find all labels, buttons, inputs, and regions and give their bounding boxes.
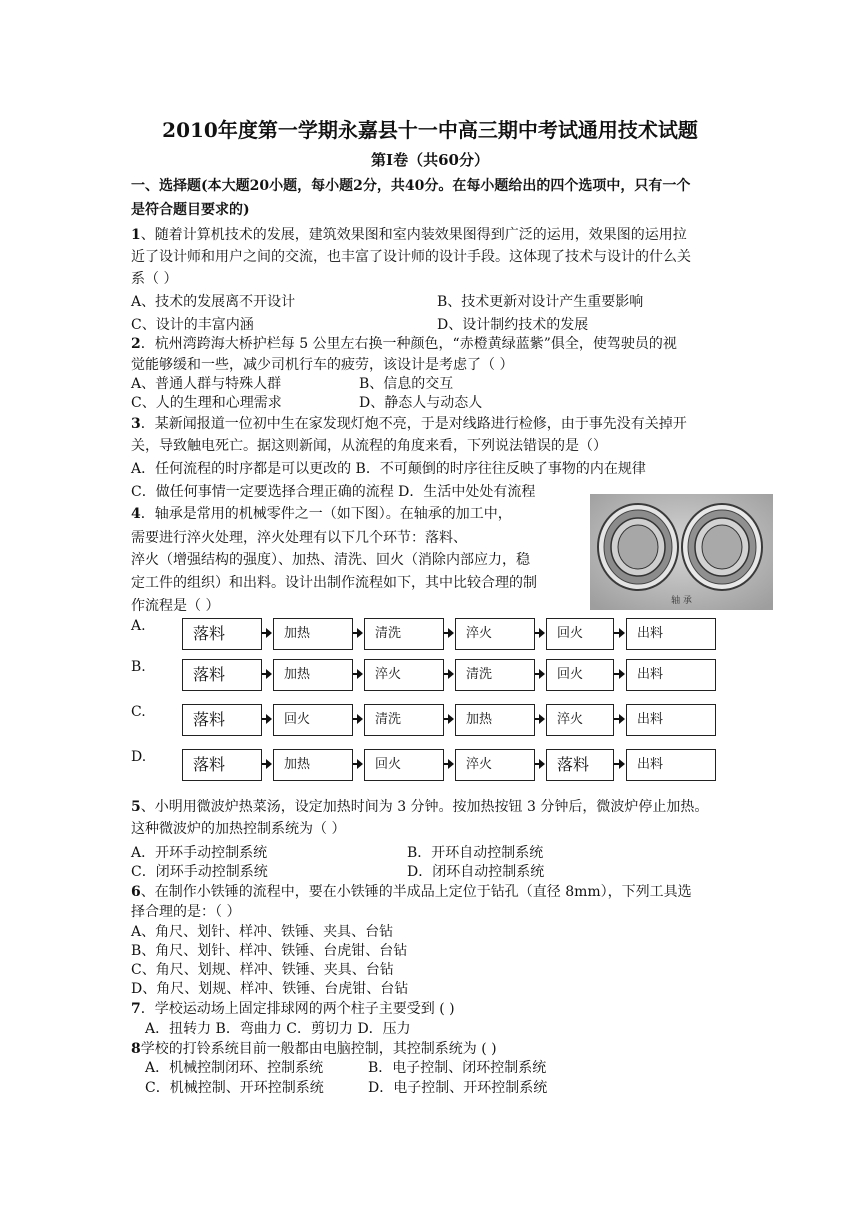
flow-step: 加热 [273,618,353,650]
flow-step: 清洗 [364,618,444,650]
flow-step: 落料 [182,659,262,691]
page-title: 2010年度第一学期永嘉县十一中高三期中考试通用技术试题 [162,118,698,142]
flow-step: 回火 [364,749,444,781]
flow-step: 淬火 [546,704,614,736]
flow-arrow [535,718,541,720]
option-c: C、角尺、划规、样冲、铁锤、夹具、台钻 [131,962,394,978]
question-5-line2: 这种微波炉的加热控制系统为（ ） [131,821,346,837]
flow-step: 出料 [626,704,716,736]
flow-arrow [535,632,541,634]
flow-arrow [444,632,450,634]
flow-step: 回火 [546,659,614,691]
flow-arrow [262,763,268,765]
option-cd: C．做任何事情一定要选择合理正确的流程 D．生活中处处有流程 [131,484,536,500]
flow-option-label: D. [131,749,147,765]
question-4-line4: 定工件的组织）和出料。设计出制作流程如下，其中比较合理的制 [131,575,537,591]
option-ab: A．任何流程的时序都是可以更改的 B．不可颠倒的时序往往反映了事物的内在规律 [131,461,646,477]
question-1-line2: 近了设计师和用户之间的交流，也丰富了设计师的设计手段。这体现了技术与设计的什么关 [131,249,691,265]
flow-step: 出料 [626,618,716,650]
flow-arrow [353,673,359,675]
flow-step: 落料 [546,749,614,781]
flow-option-label: C. [131,704,146,720]
option-d: D、角尺、划规、样冲、铁锤、台虎钳、台钻 [131,981,409,997]
question-number: 8 [131,1041,141,1057]
flow-arrow [535,673,541,675]
question-text: ．杭州湾跨海大桥护栏每 5 公里左右换一种颜色，“赤橙黄绿蓝紫”俱全，使驾驶员的视 [140,336,677,352]
flow-arrow [353,718,359,720]
question-1-line1 [131,225,687,245]
flow-arrow [444,763,450,765]
flow-arrow [353,632,359,634]
option-a: A、角尺、划针、样冲、铁锤、夹具、台钻 [131,924,394,940]
question-text: ．学校运动场上固定排球网的两个柱子主要受到 ( ) [140,1001,455,1017]
question-4-line1 [131,504,512,524]
flow-step: 落料 [182,704,262,736]
flow-arrow [444,718,450,720]
flow-arrow [614,632,621,634]
option-c: C、人的生理和心理需求 [131,395,282,411]
option-a: A、技术的发展离不开设计 [131,294,296,310]
option-b: B．电子控制、闭环控制系统 [368,1060,547,1076]
flow-step: 清洗 [455,659,535,691]
question-8-line1 [131,1039,497,1059]
flow-step: 加热 [273,749,353,781]
flow-option-label: B. [131,659,146,675]
question-4-line2: 需要进行淬火处理，淬火处理有以下几个环节：落料、 [131,530,467,546]
flow-arrow [614,718,621,720]
question-text: 、小明用微波炉热菜汤，设定加热时间为 3 分钟。按加热按钮 3 分钟后，微波炉停止加热。 [140,799,709,815]
question-text: 、在制作小铁锤的流程中，要在小铁锤的半成品上定位于钻孔（直径 8mm），下列工具选 [140,884,692,900]
flow-arrow [614,673,621,675]
question-text: 、随着计算机技术的发展，建筑效果图和室内装效果图得到广泛的运用，效果图的运用拉 [140,227,687,243]
option-b: B、角尺、划针、样冲、铁锤、台虎钳、台钻 [131,943,408,959]
question-text: ．轴承是常用的机械零件之一（如下图）。在轴承的加工中， [140,506,512,522]
bearing-right [682,504,762,590]
question-6-line1 [131,882,692,902]
flow-arrow [353,763,359,765]
question-3-line2: 关，导致触电死亡。据这则新闻，从流程的角度来看，下列说法错误的是（） [131,438,607,454]
question-5-line1 [131,797,708,817]
question-number: 1 [131,227,141,243]
question-7-options: A．扭转力 B．弯曲力 C．剪切力 D．压力 [145,1021,411,1037]
flow-step: 落料 [182,618,262,650]
bearing-illustration [590,494,773,610]
question-1-line3: 系（ ） [131,271,178,287]
flow-step: 回火 [546,618,614,650]
flow-step: 回火 [273,704,353,736]
flow-arrow [262,673,268,675]
option-a: A．机械控制闭环、控制系统 [145,1060,324,1076]
option-b: B．开环自动控制系统 [407,845,544,861]
option-a: A．开环手动控制系统 [131,845,268,861]
question-number: 7 [131,1001,141,1017]
question-3-line1 [131,414,687,434]
flow-step: 淬火 [364,659,444,691]
option-c: C．机械控制、开环控制系统 [145,1080,324,1096]
option-b: B、技术更新对设计产生重要影响 [437,294,644,310]
question-4-line5: 作流程是（ ） [131,598,220,614]
flow-arrow [262,632,268,634]
question-2-line2: 觉能够缓和一些，减少司机行车的疲劳，该设计是考虑了（ ） [131,357,514,373]
flow-step: 加热 [455,704,535,736]
question-6-line2: 择合理的是：（ ） [131,904,241,920]
question-text: 学校的打铃系统目前一般都由电脑控制，其控制系统为 ( ) [140,1041,497,1057]
option-c: C、设计的丰富内涵 [131,317,254,333]
bearing-left [598,504,678,590]
question-number: 2 [131,336,141,352]
question-number: 3 [131,416,141,432]
section-heading-line1: 一、选择题(本大题20小题，每小题2分，共40分。在每小题给出的四个选项中，只有一个 [131,178,691,194]
option-d: D．闭环自动控制系统 [407,864,545,880]
flow-arrow [535,763,541,765]
option-c: C．闭环手动控制系统 [131,864,268,880]
section-heading-line2: 是符合题目要求的) [131,202,250,218]
flow-option-label: A. [131,618,146,634]
question-number: 6 [131,884,141,900]
flow-arrow [614,763,621,765]
flow-step: 出料 [626,659,716,691]
flow-step: 淬火 [455,618,535,650]
question-7-line1 [131,999,455,1019]
question-4-line3: 淬火（增强结构的强度）、加热、清洗、回火（消除内部应力，稳 [131,552,530,568]
flow-step: 清洗 [364,704,444,736]
option-a: A、普通人群与特殊人群 [131,376,282,392]
flow-step: 落料 [182,749,262,781]
option-d: D、静态人与动态人 [359,395,483,411]
option-d: D、设计制约技术的发展 [437,317,589,333]
question-number: 4 [131,506,141,522]
question-2-line1 [131,334,677,354]
question-number: 5 [131,799,141,815]
flow-step: 淬火 [455,749,535,781]
flow-arrow [444,673,450,675]
flow-arrow [262,718,268,720]
flow-step: 加热 [273,659,353,691]
option-b: B、信息的交互 [359,376,454,392]
photo-caption: 轴 承 [671,596,692,606]
flow-step: 出料 [626,749,716,781]
paper-part-heading: 第Ⅰ卷（共60分） [371,151,489,169]
question-text: ．某新闻报道一位初中生在家发现灯炮不亮，于是对线路进行检修，由于事先没有关掉开 [140,416,687,432]
option-d: D．电子控制、开环控制系统 [368,1080,548,1096]
bearing-photo [590,494,773,610]
